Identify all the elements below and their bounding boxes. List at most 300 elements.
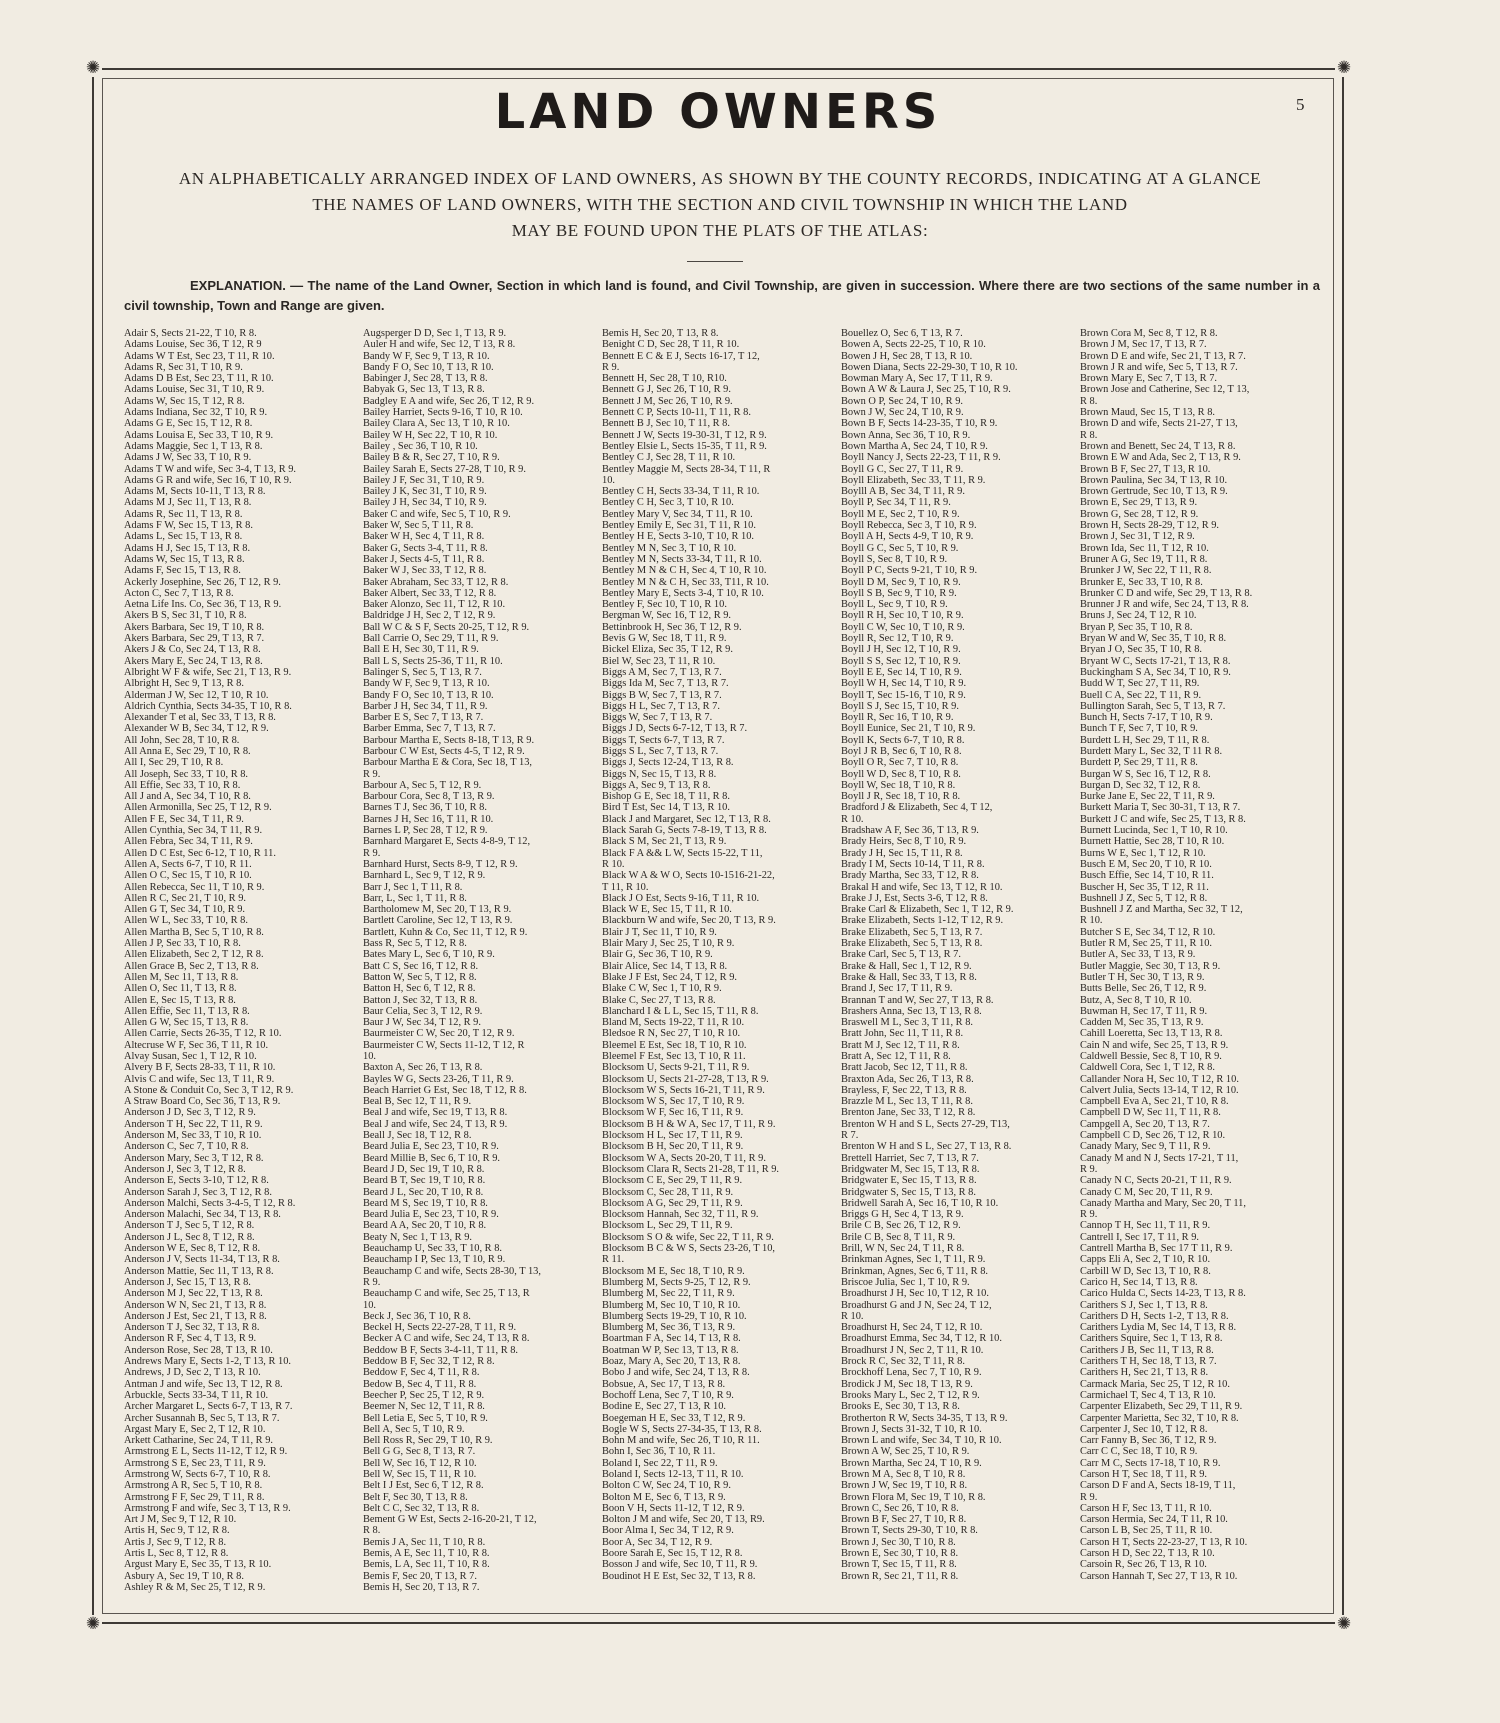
owner-entry: Carithers H, Sec 21, T 13, R 8.	[1080, 1367, 1209, 1379]
subtitle-line: MAY BE FOUND UPON THE PLATS OF THE ATLAS:	[511, 221, 929, 240]
owner-entry: Anderson T H, Sec 22, T 11, R 9.	[124, 1118, 263, 1130]
owner-entry: Bolton M E, Sec 6, T 13, R 9.	[602, 1491, 726, 1503]
owner-entry: Brake Carl & Elizabeth, Sec 1, T 12, R 9.	[841, 904, 1014, 916]
explanation	[124, 276, 1320, 316]
owner-entry: Bentley C H, Sects 33-34, T 11, R 10.	[602, 486, 760, 498]
owner-entry: Brayless, F, Sec 22, T 13, R 8.	[841, 1084, 967, 1096]
owner-entry: Allen J P, Sec 33, T 10, R 8.	[124, 938, 241, 950]
owner-entry: Brown Cora M, Sec 8, T 12, R 8.	[1080, 328, 1218, 339]
owner-entry: Brady J H, Sec 15, T 11, R 8.	[841, 847, 963, 859]
owner-entry: Aldrich Cynthia, Sects 34-35, T 10, R 8.	[124, 700, 292, 712]
owner-entry: Carpenter J, Sec 10, T 12, R 8.	[1080, 1423, 1208, 1435]
owner-entry: Adams D B Est, Sec 23, T 11, R 10.	[124, 373, 274, 385]
owner-entry: Armstrong E L, Sects 11-12, T 12, R 9.	[124, 1446, 288, 1458]
owner-entry: Boyll L, Sec 9, T 10, R 9.	[841, 599, 948, 611]
owner-entry: Blocksom C, Sec 28, T 11, R 9.	[602, 1186, 734, 1198]
owner-entry: Brand J, Sec 17, T 11, R 9.	[841, 983, 953, 995]
owner-entry: Biggs H L, Sec 7, T 13, R 7.	[602, 700, 720, 712]
owner-entry: Allen D C Est, Sec 6-12, T 10, R 11.	[124, 847, 276, 859]
owner-entry: Anderson J, Sec 3, T 12, R 8.	[124, 1163, 246, 1175]
owner-entry: Carson H D, Sec 22, T 13, R 10.	[1080, 1548, 1215, 1560]
owner-entry: Cannop T H, Sec 11, T 11, R 9.	[1080, 1220, 1211, 1232]
owner-entry: Black Sarah G, Sects 7-8-19, T 13, R 8.	[602, 825, 767, 837]
owner-entry: Bentley C J, Sec 28, T 11, R 10.	[602, 452, 736, 464]
owner-entry: Allen Carrie, Sects 26-35, T 12, R 10.	[124, 1028, 282, 1040]
owner-entry: Beard Millie B, Sec 6, T 10, R 9.	[363, 1152, 500, 1164]
owner-entry: Butler T H, Sec 30, T 13, R 9.	[1080, 971, 1205, 983]
owner-entry: Boyll T, Sec 15-16, T 10, R 9.	[841, 689, 966, 701]
corner-ornament-icon: ✺	[1336, 1614, 1352, 1634]
owner-entry: Andrews Mary E, Sects 1-2, T 13, R 10.	[124, 1356, 292, 1368]
owner-entry: Barber E S, Sec 7, T 13, R 7.	[363, 712, 484, 724]
owner-entry: Alexander T et al, Sec 33, T 13, R 8.	[124, 712, 276, 724]
owner-entry: Bogle W S, Sects 27-34-35, T 13, R 8.	[602, 1423, 762, 1435]
owner-entry: Bleemel F Est, Sec 13, T 10, R 11.	[602, 1051, 746, 1062]
owner-entry: Baker Albert, Sec 33, T 12, R 8.	[363, 587, 497, 599]
owner-entry: Anderson Malachi, Sec 34, T 13, R 8.	[124, 1209, 281, 1221]
owner-entry: Adams Indiana, Sec 32, T 10, R 9.	[124, 407, 268, 419]
owner-entry: Butts Belle, Sec 26, T 12, R 9.	[1080, 983, 1207, 995]
owner-entry: Arkett Catharine, Sec 24, T 11, R 9.	[124, 1435, 274, 1447]
owner-entry: Boland I, Sec 22, T 11, R 9.	[602, 1457, 718, 1469]
owner-entry: Boyll S, Sec 8, T 10, R 9.	[841, 553, 948, 565]
owner-entry: Barnhard L, Sec 9, T 12, R 9.	[363, 870, 486, 882]
owner-entry: Carmichael T, Sec 4, T 13, R 10.	[1080, 1389, 1216, 1401]
owner-entry: Bentley Emily E, Sec 31, T 11, R 10.	[602, 520, 756, 532]
owner-entry: Adams W, Sec 15, T 13, R 8.	[124, 553, 245, 565]
owner-entry: Brake & Hall, Sec 33, T 13, R 8.	[841, 971, 977, 983]
owner-entry: All J and A, Sec 34, T 10, R 8.	[124, 791, 251, 803]
owner-entry: Bennett C P, Sects 10-11, T 11, R 8.	[602, 407, 751, 419]
owner-entry: Bradshaw A F, Sec 36, T 13, R 9.	[841, 825, 979, 837]
owner-entry: Bentley M N & C H, Sec 33, T11, R 10.	[602, 576, 769, 588]
owner-entry: Boyll R H, Sec 10, T 10, R 9.	[841, 610, 964, 622]
owner-entry: Brake Elizabeth, Sec 5, T 13, R 7.	[841, 926, 983, 938]
owner-entry: Black W E, Sec 15, T 11, R 10.	[602, 904, 732, 916]
owner-entry: Brown B F, Sec 27, T 10, R 8.	[841, 1514, 967, 1526]
owner-entry: Bowen A, Sects 22-25, T 10, R 10.	[841, 339, 986, 351]
explanation-text: — The name of the Land Owner, Section in which land is found, and Civil Township, are given in succession. Where there are two sections of the same number in a civil township, Town and Range are given.	[124, 278, 1320, 313]
owner-entry: Baur J W, Sec 34, T 12, R 9.	[363, 1017, 481, 1029]
page-title: LAND OWNERS	[494, 84, 942, 140]
owner-entry: Barnhard Hurst, Sects 8-9, T 12, R 9.	[363, 858, 518, 870]
owner-entry: Anderson J L, Sec 8, T 12, R 8.	[124, 1231, 255, 1243]
owner-entry: Bobo J and wife, Sec 24, T 13, R 8.	[602, 1367, 750, 1379]
owner-entry: Barnes L P, Sec 28, T 12, R 9.	[363, 825, 488, 837]
owner-entry: Beddow B F, Sec 32, T 12, R 8.	[363, 1356, 495, 1368]
owner-entry: Carr Fanny B, Sec 36, T 12, R 9.	[1080, 1435, 1217, 1447]
owner-entry: Barber J H, Sec 34, T 11, R 9.	[363, 700, 488, 712]
owner-entry: Blocksom W F, Sec 16, T 11, R 9.	[602, 1107, 744, 1119]
owner-entry: Anderson J D, Sec 3, T 12, R 9.	[124, 1107, 256, 1119]
owner-entry: Barbour Martha E, Sects 8-18, T 13, R 9.	[363, 734, 535, 746]
owner-entry: Bergman W, Sec 16, T 12, R 9.	[602, 610, 732, 622]
owner-entry: Boyll S S, Sec 12, T 10, R 9.	[841, 655, 961, 667]
owner-entry: Brown B F, Sec 27, T 13, R 10.	[1080, 463, 1211, 475]
owner-entry: R 10.	[841, 813, 864, 825]
owner-entry: Callander Nora H, Sec 10, T 12, R 10.	[1080, 1073, 1239, 1085]
owner-entry: Allen Effie, Sec 11, T 13, R 8.	[124, 1005, 250, 1017]
owner-entry: Cahill Loeretta, Sec 13, T 13, R 8.	[1080, 1028, 1223, 1040]
owner-entry: R 11.	[602, 1254, 625, 1266]
owner-entry: Ashley R & M, Sec 25, T 12, R 9.	[124, 1581, 266, 1593]
owner-entry: Brock R C, Sec 32, T 11, R 8.	[841, 1356, 965, 1368]
owner-entry: Boon V H, Sects 11-12, T 12, R 9.	[602, 1502, 745, 1514]
owner-entry: Blair Mary J, Sec 25, T 10, R 9.	[602, 938, 735, 950]
owner-entry: Barnes T J, Sec 36, T 10, R 8.	[363, 802, 487, 814]
owner-entry: Brown Maud, Sec 15, T 13, R 8.	[1080, 407, 1215, 419]
owner-entry: Archer Susannah B, Sec 5, T 13, R 7.	[124, 1412, 280, 1424]
owner-entry: Allen F E, Sec 34, T 11, R 9.	[124, 813, 244, 825]
owner-entry: Brakal H and wife, Sec 13, T 12, R 10.	[841, 881, 1003, 893]
owner-entry: Allen Rebecca, Sec 11, T 10, R 9.	[124, 881, 265, 893]
owner-entry: Bohn I, Sec 36, T 10, R 11.	[602, 1446, 716, 1458]
owner-entry: A Stone & Conduit Co, Sec 3, T 12, R 9.	[124, 1084, 294, 1096]
owner-entry: Bayles W G, Sects 23-26, T 11, R 9.	[363, 1073, 514, 1085]
owner-entry: Bryan P, Sec 35, T 10, R 8.	[1080, 621, 1193, 633]
owner-entry: Burdett L H, Sec 29, T 11, R 8.	[1080, 734, 1210, 746]
owner-entry: Allen O C, Sec 15, T 10, R 10.	[124, 870, 252, 882]
owner-entry: All I, Sec 29, T 10, R 8.	[124, 757, 224, 769]
index-columns	[124, 328, 1320, 1608]
owner-entry: Bell W, Sec 15, T 11, R 10.	[363, 1468, 477, 1480]
owner-entry: Carr M C, Sects 17-18, T 10, R 9.	[1080, 1457, 1221, 1469]
owner-entry: Allen Martha B, Sec 5, T 10, R 8.	[124, 926, 264, 938]
corner-ornament-icon: ✺	[85, 58, 101, 78]
owner-entry: Blocksom B C & W S, Sects 23-26, T 10,	[602, 1243, 776, 1255]
owner-entry: Adams R, Sec 31, T 10, R 9.	[124, 361, 243, 373]
index-column	[841, 328, 1080, 1608]
owner-entry: Bland M, Sects 19-22, T 11, R 10.	[602, 1017, 745, 1029]
owner-entry: Boartman F A, Sec 14, T 13, R 8.	[602, 1333, 741, 1345]
owner-entry: Balinger S, Sec 5, T 13, R 7.	[363, 666, 482, 678]
owner-entry: Brown H, Sects 28-29, T 12, R 9.	[1080, 520, 1220, 532]
owner-entry: Bandy W F, Sec 9, T 13, R 10.	[363, 350, 490, 362]
owner-entry: Blair G, Sec 36, T 10, R 9.	[602, 949, 713, 961]
owner-entry: Brunner J R and wife, Sec 24, T 13, R 8.	[1080, 599, 1249, 611]
owner-entry: Brown M A, Sec 8, T 10, R 8.	[841, 1468, 966, 1480]
owner-entry: Baker C and wife, Sec 5, T 10, R 9.	[363, 508, 511, 520]
owner-entry: Campbell Eva A, Sec 21, T 10, R 8.	[1080, 1096, 1229, 1108]
owner-entry: Campbell C D, Sec 26, T 12, R 10.	[1080, 1130, 1226, 1142]
owner-entry: Bentley H E, Sects 3-10, T 10, R 10.	[602, 531, 755, 543]
owner-entry: Brown T, Sec 15, T 11, R 8.	[841, 1559, 957, 1571]
owner-entry: Armstrong F and wife, Sec 3, T 13, R 9.	[124, 1502, 291, 1514]
owner-entry: Argast Mary E, Sec 2, T 12, R 10.	[124, 1423, 266, 1435]
owner-entry: Barbour Cora, Sec 8, T 13, R 9.	[363, 791, 495, 803]
owner-entry: Burdett P, Sec 29, T 11, R 8.	[1080, 757, 1198, 769]
owner-entry: Blair J T, Sec 11, T 10, R 9.	[602, 926, 717, 938]
owner-entry: Arbuckle, Sects 33-34, T 11, R 10.	[124, 1389, 269, 1401]
owner-entry: Brown R, Sec 21, T 11, R 8.	[841, 1570, 959, 1582]
owner-entry: Carbill W D, Sec 13, T 10, R 8.	[1080, 1265, 1211, 1277]
owner-entry: Anderson J V, Sects 11-34, T 13, R 8.	[124, 1254, 280, 1266]
owner-entry: Bailey Clara A, Sec 13, T 10, R 10.	[363, 418, 510, 430]
owner-entry: Bemis F, Sec 20, T 13, R 7.	[363, 1570, 477, 1582]
owner-entry: Brake & Hall, Sec 1, T 12, R 9.	[841, 960, 972, 972]
owner-entry: Brazzle M L, Sec 13, T 11, R 8.	[841, 1096, 973, 1108]
owner-entry: Butz, A, Sec 8, T 10, R 10.	[1080, 994, 1192, 1006]
owner-entry: Brown J R and wife, Sec 5, T 13, R 7.	[1080, 361, 1238, 373]
owner-entry: Briggs G H, Sec 4, T 13, R 9.	[841, 1209, 964, 1221]
owner-entry: Biggs A M, Sec 7, T 13, R 7.	[602, 666, 722, 678]
owner-entry: Anderson M J, Sec 22, T 13, R 8.	[124, 1288, 263, 1300]
owner-entry: Buscher H, Sec 35, T 12, R 11.	[1080, 881, 1209, 893]
owner-entry: Brake Elizabeth, Sects 1-12, T 12, R 9.	[841, 915, 1004, 927]
index-column	[1080, 328, 1319, 1608]
owner-entry: Blocksom M E, Sec 18, T 10, R 9.	[602, 1265, 745, 1277]
owner-entry: Beddow F, Sec 4, T 11, R 8.	[363, 1367, 480, 1379]
owner-entry: Bridgwater S, Sec 15, T 13, R 8.	[841, 1186, 976, 1198]
owner-entry: Allen O, Sec 11, T 13, R 8.	[124, 983, 237, 995]
owner-entry: Bailey W H, Sec 22, T 10, R 10.	[363, 429, 498, 441]
owner-entry: Boudinot H E Est, Sec 32, T 13, R 8.	[602, 1570, 756, 1582]
owner-entry: Boyll G C, Sec 27, T 11, R 9.	[841, 463, 964, 475]
owner-entry: Beaty N, Sec 1, T 13, R 9.	[363, 1231, 472, 1243]
owner-entry: Blair Alice, Sec 14, T 13, R 8.	[602, 960, 728, 972]
owner-entry: Beddow B F, Sects 3-4-11, T 11, R 8.	[363, 1344, 519, 1356]
owner-entry: Biggs B W, Sec 7, T 13, R 7.	[602, 689, 722, 701]
owner-entry: Bell W, Sec 16, T 12, R 10.	[363, 1457, 477, 1469]
owner-entry: Armstrong W, Sects 6-7, T 10, R 8.	[124, 1468, 271, 1480]
owner-entry: Bentley Mary V, Sec 34, T 11, R 10.	[602, 508, 753, 520]
owner-entry: Art J M, Sec 9, T 12, R 10.	[124, 1514, 237, 1526]
owner-entry: Bentley M N & C H, Sec 4, T 10, R 10.	[602, 565, 767, 577]
owner-entry: Bochoff Lena, Sec 7, T 10, R 9.	[602, 1389, 734, 1401]
owner-entry: Carson L B, Sec 25, T 11, R 10.	[1080, 1525, 1213, 1537]
owner-entry: Akers B S, Sec 31, T 10, R 8.	[124, 610, 247, 622]
owner-entry: Adams M J, Sec 11, T 13, R 8.	[124, 497, 252, 509]
owner-entry: 10.	[602, 474, 615, 486]
owner-entry: Adams Louisa E, Sec 33, T 10, R 9.	[124, 429, 274, 441]
owner-entry: Anderson R F, Sec 4, T 13, R 9.	[124, 1333, 257, 1345]
owner-entry: Allen Febra, Sec 34, T 11, R 9.	[124, 836, 253, 848]
owner-entry: Brady Heirs, Sec 8, T 10, R 9.	[841, 836, 967, 848]
owner-entry: Cantrell I, Sec 17, T 11, R 9.	[1080, 1231, 1199, 1243]
owner-entry: Akers Barbara, Sec 19, T 10, R 8.	[124, 621, 265, 633]
owner-entry: Barbour Martha E & Cora, Sec 18, T 13,	[363, 757, 533, 769]
owner-entry: Bryan W and W, Sec 35, T 10, R 8.	[1080, 633, 1227, 645]
owner-entry: Beecher P, Sec 25, T 12, R 9.	[363, 1389, 485, 1401]
owner-entry: Bates Mary L, Sec 6, T 10, R 9.	[363, 949, 495, 961]
owner-entry: Brown E, Sec 29, T 13, R 9.	[1080, 497, 1198, 509]
owner-entry: Boore Sarah E, Sec 15, T 12, R 8.	[602, 1548, 743, 1560]
owner-entry: Belt I J Est, Sec 6, T 12, R 8.	[363, 1480, 484, 1492]
owner-entry: Braswell M L, Sec 3, T 11, R 8.	[841, 1017, 973, 1029]
owner-entry: Burdett Mary L, Sec 32, T 11 R 8.	[1080, 745, 1223, 757]
owner-entry: Burnett Lucinda, Sec 1, T 10, R 10.	[1080, 825, 1228, 837]
owner-entry: Brown Gertrude, Sec 10, T 13, R 9.	[1080, 486, 1228, 498]
owner-entry: Bridgwater M, Sec 15, T 13, R 8.	[841, 1163, 980, 1175]
owner-entry: Bettinbrook H, Sec 36, T 12, R 9.	[602, 621, 742, 633]
owner-entry: Blackburn W and wife, Sec 20, T 13, R 9.	[602, 915, 776, 927]
owner-entry: Bandy F O, Sec 10, T 13, R 10.	[363, 361, 494, 373]
owner-entry: Babyak G, Sec 13, T 13, R 8.	[363, 384, 485, 396]
owner-entry: Antman J and wife, Sec 13, T 12, R 8.	[124, 1378, 283, 1390]
owner-entry: Bennett J W, Sects 19-30-31, T 12, R 9.	[602, 429, 767, 441]
owner-entry: Burns W E, Sec 1, T 12, R 10.	[1080, 847, 1206, 859]
owner-entry: Bushnell J Z, Sec 5, T 12, R 8.	[1080, 892, 1208, 904]
owner-entry: Boyl J R B, Sec 6, T 10, R 8.	[841, 745, 962, 757]
owner-entry: Bowen Diana, Sects 22-29-30, T 10, R 10.	[841, 361, 1018, 373]
owner-entry: Broadhurst J N, Sec 2, T 11, R 10.	[841, 1344, 984, 1356]
owner-entry: Barr, L, Sec 1, T 11, R 8.	[363, 892, 467, 904]
owner-entry: Boor A, Sec 34, T 12, R 9.	[602, 1536, 713, 1548]
owner-entry: Black F A && L W, Sects 15-22, T 11,	[602, 847, 763, 859]
owner-entry: Boegeman H E, Sec 33, T 12, R 9.	[602, 1412, 746, 1424]
owner-entry: Carithers Squire, Sec 1, T 13, R 8.	[1080, 1333, 1223, 1345]
owner-entry: Allen G W, Sec 15, T 13, R 8.	[124, 1017, 249, 1029]
owner-entry: Blocksom L, Sec 29, T 11, R 9.	[602, 1220, 733, 1232]
owner-entry: Brunker J W, Sec 22, T 11, R 8.	[1080, 565, 1212, 577]
owner-entry: Blocksom Clara R, Sects 21-28, T 11, R 9.	[602, 1163, 780, 1175]
owner-entry: Bennett E C & E J, Sects 16-17, T 12,	[602, 350, 760, 362]
owner-entry: Blocksom S O & wife, Sec 22, T 11, R 9.	[602, 1231, 774, 1243]
owner-entry: Bird T Est, Sec 14, T 13, R 10.	[602, 802, 730, 814]
owner-entry: Barnhard Margaret E, Sects 4-8-9, T 12,	[363, 836, 531, 848]
owner-entry: Bennett G J, Sec 26, T 10, R 9.	[602, 384, 731, 396]
owner-entry: Beard J D, Sec 19, T 10, R 8.	[363, 1163, 485, 1175]
owner-entry: Buell C A, Sec 22, T 11, R 9.	[1080, 689, 1202, 701]
owner-entry: Bobsue, A, Sec 17, T 13, R 8.	[602, 1378, 726, 1390]
owner-entry: Beauchamp U, Sec 33, T 10, R 8.	[363, 1243, 503, 1255]
owner-entry: Brown A W, Sec 25, T 10, R 9.	[841, 1446, 970, 1458]
owner-entry: Bailey B & R, Sec 27, T 10, R 9.	[363, 452, 500, 464]
owner-entry: Acton C, Sec 7, T 13, R 8.	[124, 587, 234, 599]
owner-entry: Allen W L, Sec 33, T 10, R 8.	[124, 915, 248, 927]
owner-entry: Beard Julia E, Sec 23, T 10, R 9.	[363, 1141, 499, 1153]
owner-entry: Burkett Maria T, Sec 30-31, T 13, R 7.	[1080, 802, 1241, 814]
owner-entry: Bailey J F, Sec 31, T 10, R 9.	[363, 474, 485, 486]
owner-entry: Blocksom U, Sects 21-27-28, T 13, R 9.	[602, 1073, 769, 1085]
owner-entry: Albright H, Sec 9, T 13, R 8.	[124, 678, 244, 690]
owner-entry: Beauchamp C and wife, Sec 25, T 13, R	[363, 1288, 530, 1300]
owner-entry: R 9.	[363, 1276, 381, 1288]
owner-entry: Carson H F, Sec 13, T 11, R 10.	[1080, 1502, 1212, 1514]
owner-entry: Augsperger D D, Sec 1, T 13, R 9.	[363, 328, 507, 339]
owner-entry: Bown Anna, Sec 36, T 10, R 9.	[841, 429, 971, 441]
owner-entry: Bentley M N, Sects 33-34, T 11, R 10.	[602, 553, 762, 565]
owner-entry: Brunker C D and wife, Sec 29, T 13, R 8.	[1080, 587, 1253, 599]
owner-entry: Boyll P C, Sects 9-21, T 10, R 9.	[841, 565, 978, 577]
owner-entry: Brown Ida, Sec 11, T 12, R 10.	[1080, 542, 1209, 554]
owner-entry: Bolton J M and wife, Sec 20, T 13, R9.	[602, 1514, 765, 1526]
owner-entry: Bown A W & Laura J, Sec 25, T 10, R 9.	[841, 384, 1011, 396]
owner-entry: Brashers Anna, Sec 13, T 13, R 8.	[841, 1005, 982, 1017]
owner-entry: Bemis J A, Sec 11, T 10, R 8.	[363, 1536, 486, 1548]
owner-entry: Badgley E A and wife, Sec 26, T 12, R 9.	[363, 395, 535, 407]
owner-entry: Biggs J D, Sects 6-7-12, T 13, R 7.	[602, 723, 748, 735]
owner-entry: Blocksom Hannah, Sec 32, T 11, R 9.	[602, 1209, 759, 1221]
owner-entry: Bruns J, Sec 24, T 12, R 10.	[1080, 610, 1197, 622]
owner-entry: All Anna E, Sec 29, T 10, R 8.	[124, 745, 251, 757]
owner-entry: Bryant W C, Sects 17-21, T 13, R 8.	[1080, 655, 1231, 667]
owner-entry: Blake C, Sec 27, T 13, R 8.	[602, 994, 716, 1006]
owner-entry: Bevis G W, Sec 18, T 11, R 9.	[602, 633, 727, 645]
owner-entry: Bennett B J, Sec 10, T 11, R 8.	[602, 418, 730, 430]
owner-entry: Budd W T, Sec 27, T 11, R9.	[1080, 678, 1200, 690]
owner-entry: Buckingham S A, Sec 34, T 10, R 9.	[1080, 666, 1231, 678]
owner-entry: Bemis, L A, Sec 11, T 10, R 8.	[363, 1559, 490, 1571]
owner-entry: Baurmeister C W, Sects 11-12, T 12, R	[363, 1039, 525, 1051]
owner-entry: Carson D F and A, Sects 18-19, T 11,	[1080, 1480, 1236, 1492]
owner-entry: Blocksom W S, Sects 16-21, T 11, R 9.	[602, 1084, 765, 1096]
owner-entry: Akers Mary E, Sec 24, T 13, R 8.	[124, 655, 263, 667]
owner-entry: Carico H, Sec 14, T 13, R 8.	[1080, 1276, 1198, 1288]
owner-entry: Brannan T and W, Sec 27, T 13, R 8.	[841, 994, 994, 1006]
owner-entry: Alvay Susan, Sec 1, T 12, R 10.	[124, 1051, 257, 1062]
owner-entry: Blocksom U, Sects 9-21, T 11, R 9.	[602, 1062, 750, 1074]
owner-entry: Biggs A, Sec 9, T 13, R 8.	[602, 779, 711, 791]
owner-entry: Braxton Ada, Sec 26, T 13, R 8.	[841, 1073, 974, 1085]
owner-entry: Adams R, Sec 11, T 13, R 8.	[124, 508, 243, 520]
owner-entry: Bunch H, Sects 7-17, T 10, R 9.	[1080, 712, 1213, 724]
owner-entry: Brenton W H and S L, Sec 27, T 13, R 8.	[841, 1141, 1012, 1153]
owner-entry: All Effie, Sec 33, T 10, R 8.	[124, 779, 241, 791]
owner-entry: Beal B, Sec 12, T 11, R 9.	[363, 1096, 472, 1108]
owner-entry: Boyll Elizabeth, Sec 33, T 11, R 9.	[841, 474, 986, 486]
owner-entry: Adams F W, Sec 15, T 13, R 8.	[124, 520, 253, 532]
owner-entry: Barbour C W Est, Sects 4-5, T 12, R 9.	[363, 745, 525, 757]
owner-entry: Allen Elizabeth, Sec 2, T 12, R 8.	[124, 949, 264, 961]
owner-entry: Boyll G C, Sec 5, T 10, R 9.	[841, 542, 959, 554]
owner-entry: Beal J and wife, Sec 24, T 13, R 9.	[363, 1118, 508, 1130]
owner-entry: Brake Elizabeth, Sec 5, T 13, R 8.	[841, 938, 983, 950]
owner-entry: Bohn M and wife, Sec 26, T 10, R 11.	[602, 1435, 760, 1447]
owner-entry: Cain N and wife, Sec 25, T 13, R 9.	[1080, 1039, 1229, 1051]
owner-entry: Armstrong A R, Sec 5, T 10, R 8.	[124, 1480, 263, 1492]
owner-entry: Campgell A, Sec 20, T 13, R 7.	[1080, 1118, 1210, 1130]
owner-entry: Baker J, Sects 4-5, T 11, R 8.	[363, 553, 485, 565]
owner-entry: Bowen J H, Sec 28, T 13, R 10.	[841, 350, 973, 362]
owner-entry: Carson Hermia, Sec 24, T 11, R 10.	[1080, 1514, 1228, 1526]
owner-entry: Adams W, Sec 15, T 12, R 8.	[124, 395, 245, 407]
owner-entry: Adams T W and wife, Sec 3-4, T 13, R 9.	[124, 463, 297, 475]
owner-entry: Bullington Sarah, Sec 5, T 13, R 7.	[1080, 700, 1226, 712]
owner-entry: Argust Mary E, Sec 35, T 13, R 10.	[124, 1559, 272, 1571]
owner-entry: R 10.	[841, 1310, 864, 1322]
owner-entry: Bruner A G, Sec 19, T 11, R 8.	[1080, 553, 1208, 565]
owner-entry: Blumberg Sects 19-29, T 10, R 10.	[602, 1310, 747, 1322]
owner-entry: Boyll W H, Sec 14, T 10, R 9.	[841, 678, 967, 690]
owner-entry: Bailey Sarah E, Sects 27-28, T 10, R 9.	[363, 463, 526, 475]
owner-entry: Bedow B, Sec 4, T 11, R 8.	[363, 1378, 477, 1390]
owner-entry: 10.	[363, 1299, 376, 1311]
owner-entry: Adams Louise, Sec 36, T 12, R 9	[124, 339, 262, 351]
owner-entry: Carithers T H, Sec 18, T 13, R 7.	[1080, 1356, 1217, 1368]
owner-entry: Beard Julia E, Sec 23, T 10, R 9.	[363, 1209, 499, 1221]
owner-entry: Anderson J, Sec 15, T 13, R 8.	[124, 1276, 251, 1288]
owner-entry: Bodine E, Sec 27, T 13, R 10.	[602, 1401, 727, 1413]
owner-entry: Bentley F, Sec 10, T 10, R 10.	[602, 599, 727, 611]
owner-entry: Blocksom A G, Sec 29, T 11, R 9.	[602, 1197, 743, 1209]
owner-entry: Blumberg M, Sec 22, T 11, R 9.	[602, 1288, 735, 1300]
owner-entry: Canady Martha and Mary, Sec 20, T 11,	[1080, 1197, 1246, 1209]
owner-entry: Bailey Harriet, Sects 9-16, T 10, R 10.	[363, 407, 523, 419]
owner-entry: Adams G E, Sec 15, T 12, R 8.	[124, 418, 253, 430]
owner-entry: Albright W F & wife, Sec 21, T 13, R 9.	[124, 666, 292, 678]
owner-entry: Andrews, J D, Sec 2, T 13, R 10.	[124, 1367, 261, 1379]
owner-entry: Beard B T, Sec 19, T 10, R 8.	[363, 1175, 486, 1187]
owner-entry: Allen R C, Sec 21, T 10, R 9.	[124, 892, 246, 904]
owner-entry: R 10.	[602, 858, 625, 870]
owner-entry: Boyll C W, Sec 10, T 10, R 9.	[841, 621, 965, 633]
owner-entry: Adams H J, Sec 15, T 13, R 8.	[124, 542, 251, 554]
owner-entry: Bailey , Sec 36, T 10, R 10.	[363, 440, 478, 452]
owner-entry: Archer Margaret L, Sects 6-7, T 13, R 7.	[124, 1401, 293, 1413]
owner-entry: Bartlett, Kuhn & Co, Sec 11, T 12, R 9.	[363, 926, 528, 938]
owner-entry: Brile C B, Sec 8, T 11, R 9.	[841, 1231, 956, 1243]
